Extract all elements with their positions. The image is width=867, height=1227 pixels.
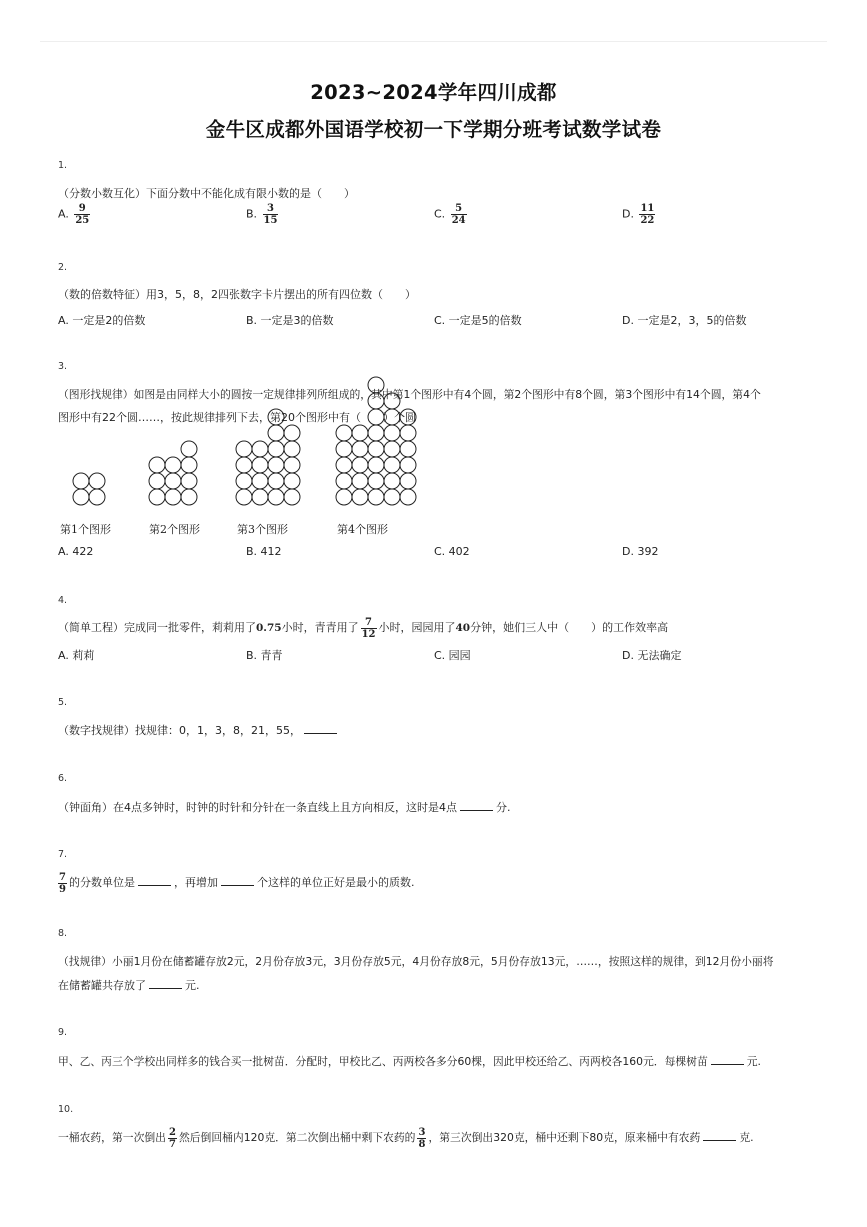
- circle-fig4: [368, 441, 384, 457]
- answer-blank[interactable]: [149, 978, 182, 989]
- question-text: （简单工程）完成同一批零件，莉莉用了0.75小时，青青用了 $\frac{7}{12}$ 小时，园园用了40分钟，她们三人中（ ）的工作效率高: [58, 616, 669, 640]
- circle-fig3: [252, 457, 268, 473]
- circle-fig3: [252, 473, 268, 489]
- circle-fig4: [400, 473, 416, 489]
- circle-fig3: [268, 441, 284, 457]
- figure-caption-1: 第1个图形: [60, 523, 111, 536]
- answer-blank[interactable]: [138, 875, 171, 886]
- circle-fig3: [236, 473, 252, 489]
- answer-blank[interactable]: [703, 1130, 736, 1141]
- question-text: 一桶农药，第一次倒出 $\frac{2}{7}$ 然后倒回桶内120克．第二次倒出桶中剩下农药的 $\frac{3}{8}$ ，第三次倒出320克，桶中还剩下80克，原来桶中有农药 克.: [58, 1126, 754, 1150]
- question-number: 10.: [58, 1104, 74, 1115]
- question-text: （分数小数互化）下面分数中不能化成有限小数的是（ ）: [58, 187, 355, 200]
- question-number: 4.: [58, 595, 68, 606]
- circle-fig3: [236, 441, 252, 457]
- circle-fig3: [284, 457, 300, 473]
- circle-fig2: [149, 457, 165, 473]
- question-text: （数字找规律）找规律：0，1，3，8，21，55，: [58, 723, 340, 738]
- circle-fig4: [368, 409, 384, 425]
- option-d[interactable]: D. 无法确定: [622, 649, 682, 662]
- option-c[interactable]: C. 园园: [434, 649, 471, 662]
- circle-fig3: [284, 489, 300, 505]
- question-text: 甲、乙、丙三个学校出同样多的钱合买一批树苗．分配时，甲校比乙、丙两校各多分60棵，因此甲校还给乙、丙两校各160元．每棵树苗 元.: [58, 1055, 761, 1068]
- option-a[interactable]: A. 422: [58, 545, 94, 558]
- circle-fig4: [352, 489, 368, 505]
- circle-fig2: [181, 473, 197, 489]
- number-value: 0.75: [256, 622, 282, 634]
- circle-fig3: [268, 409, 284, 425]
- circle-fig4: [384, 489, 400, 505]
- option-c[interactable]: C. 402: [434, 545, 470, 558]
- circle-fig4: [384, 473, 400, 489]
- option-label: D.: [622, 207, 634, 221]
- circle-fig3: [236, 489, 252, 505]
- figure-caption-4: 第4个图形: [337, 523, 388, 536]
- fraction: $\frac{3}{8}$: [418, 1126, 426, 1150]
- circle-fig2: [165, 457, 181, 473]
- circle-fig2: [165, 473, 181, 489]
- option-a[interactable]: A. 一定是2的倍数: [58, 314, 146, 327]
- circle-fig1: [89, 489, 105, 505]
- circle-fig1: [73, 473, 89, 489]
- fraction: $\frac{9}{25}$: [75, 203, 90, 226]
- figure-caption-3: 第3个图形: [237, 523, 288, 536]
- circle-fig4: [336, 425, 352, 441]
- question-number: 5.: [58, 697, 68, 708]
- circle-fig4: [384, 393, 400, 409]
- option-c[interactable]: C. 一定是5的倍数: [434, 314, 522, 327]
- circle-fig2: [181, 489, 197, 505]
- circle-fig4: [384, 457, 400, 473]
- question-number: 6.: [58, 773, 68, 784]
- circle-fig4: [400, 457, 416, 473]
- circle-fig4: [400, 425, 416, 441]
- answer-blank[interactable]: [460, 800, 493, 811]
- title-line-2: 金牛区成都外国语学校初一下学期分班考试数学试卷: [205, 118, 662, 141]
- circle-fig4: [368, 377, 384, 393]
- fraction: $\frac{7}{9}$: [59, 871, 66, 895]
- question-text-line-2: 图形中有22个圆……，按此规律排列下去，第20个图形中有（ ）个圆: [58, 411, 416, 424]
- fraction: $\frac{11}{22}$: [640, 203, 655, 226]
- circle-fig4: [368, 489, 384, 505]
- option-label: C.: [434, 207, 446, 221]
- circle-fig4: [384, 409, 400, 425]
- circle-fig3: [284, 425, 300, 441]
- option-label: B.: [246, 207, 258, 221]
- question-text-line-1: （找规律）小丽1月份在储蓄罐存放2元，2月份存放3元，3月份存放5元，4月份存放8元，5月份存放13元，……，按照这样的规律，到12月份小丽将: [58, 955, 774, 968]
- option-a[interactable]: A. 莉莉: [58, 649, 95, 662]
- answer-blank[interactable]: [711, 1054, 744, 1065]
- circle-fig1: [73, 489, 89, 505]
- circle-fig4: [368, 393, 384, 409]
- option-b[interactable]: B. 412: [246, 545, 282, 558]
- circle-fig4: [400, 409, 416, 425]
- answer-blank[interactable]: [221, 875, 254, 886]
- option-label: A.: [58, 207, 69, 221]
- circle-fig4: [400, 441, 416, 457]
- figure-caption-2: 第2个图形: [149, 523, 200, 536]
- circle-fig4: [384, 425, 400, 441]
- question-text: $\frac{7}{9}$ 的分数单位是 ，再增加 个这样的单位正好是最小的质数.: [59, 871, 415, 895]
- circle-fig3: [252, 441, 268, 457]
- circle-fig3: [252, 489, 268, 505]
- question-text-line-1: （图形找规律）如图是由同样大小的圆按一定规律排列所组成的，其中第1个图形中有4个圆，第2个图形中有8个圆，第3个图形中有14个圆，第4个: [58, 388, 761, 401]
- question-number: 3.: [58, 361, 68, 372]
- circle-fig4: [368, 425, 384, 441]
- question-text-line-2: 在储蓄罐共存放了 元.: [58, 979, 200, 992]
- circle-fig4: [336, 489, 352, 505]
- circle-fig3: [268, 425, 284, 441]
- circle-fig2: [149, 473, 165, 489]
- circle-fig4: [352, 425, 368, 441]
- question-number: 9.: [58, 1027, 68, 1038]
- option-b[interactable]: B. 青青: [246, 649, 283, 662]
- circle-fig4: [336, 457, 352, 473]
- circle-fig3: [268, 457, 284, 473]
- fraction: $\frac{3}{15}$: [263, 203, 278, 226]
- circle-fig4: [336, 473, 352, 489]
- question-text: （数的倍数特征）用3，5，8，2四张数字卡片摆出的所有四位数（ ）: [58, 288, 416, 301]
- question-number: 2.: [58, 262, 68, 273]
- circle-fig4: [352, 441, 368, 457]
- circle-fig2: [181, 457, 197, 473]
- circle-fig4: [336, 441, 352, 457]
- circle-fig4: [400, 489, 416, 505]
- answer-blank[interactable]: [304, 723, 337, 734]
- question-number: 1.: [58, 160, 68, 171]
- option-d[interactable]: D. 一定是2，3，5的倍数: [622, 314, 747, 327]
- circle-fig3: [284, 473, 300, 489]
- circle-fig3: [268, 473, 284, 489]
- question-number: 7.: [58, 849, 68, 860]
- circle-fig2: [149, 489, 165, 505]
- circle-fig3: [284, 441, 300, 457]
- option-b[interactable]: B. 一定是3的倍数: [246, 314, 334, 327]
- circle-fig4: [352, 457, 368, 473]
- circle-fig1: [89, 473, 105, 489]
- title-line-1: 2023~2024学年四川成都: [310, 81, 557, 104]
- question-text: （钟面角）在4点多钟时，时钟的时针和分针在一条直线上且方向相反，这时是4点 分.: [58, 801, 511, 814]
- number-value: 40: [455, 622, 471, 634]
- fraction: $\frac{5}{24}$: [451, 203, 466, 226]
- circle-fig3: [236, 457, 252, 473]
- circle-fig4: [368, 457, 384, 473]
- circle-fig3: [268, 489, 284, 505]
- circle-fig2: [181, 441, 197, 457]
- circle-fig2: [165, 489, 181, 505]
- circle-fig4: [352, 473, 368, 489]
- circle-fig4: [384, 441, 400, 457]
- fraction: $\frac{2}{7}$: [168, 1126, 176, 1150]
- question-number: 8.: [58, 928, 68, 939]
- circle-fig4: [368, 473, 384, 489]
- fraction: $\frac{7}{12}$: [361, 616, 376, 640]
- option-d[interactable]: D. 392: [622, 545, 659, 558]
